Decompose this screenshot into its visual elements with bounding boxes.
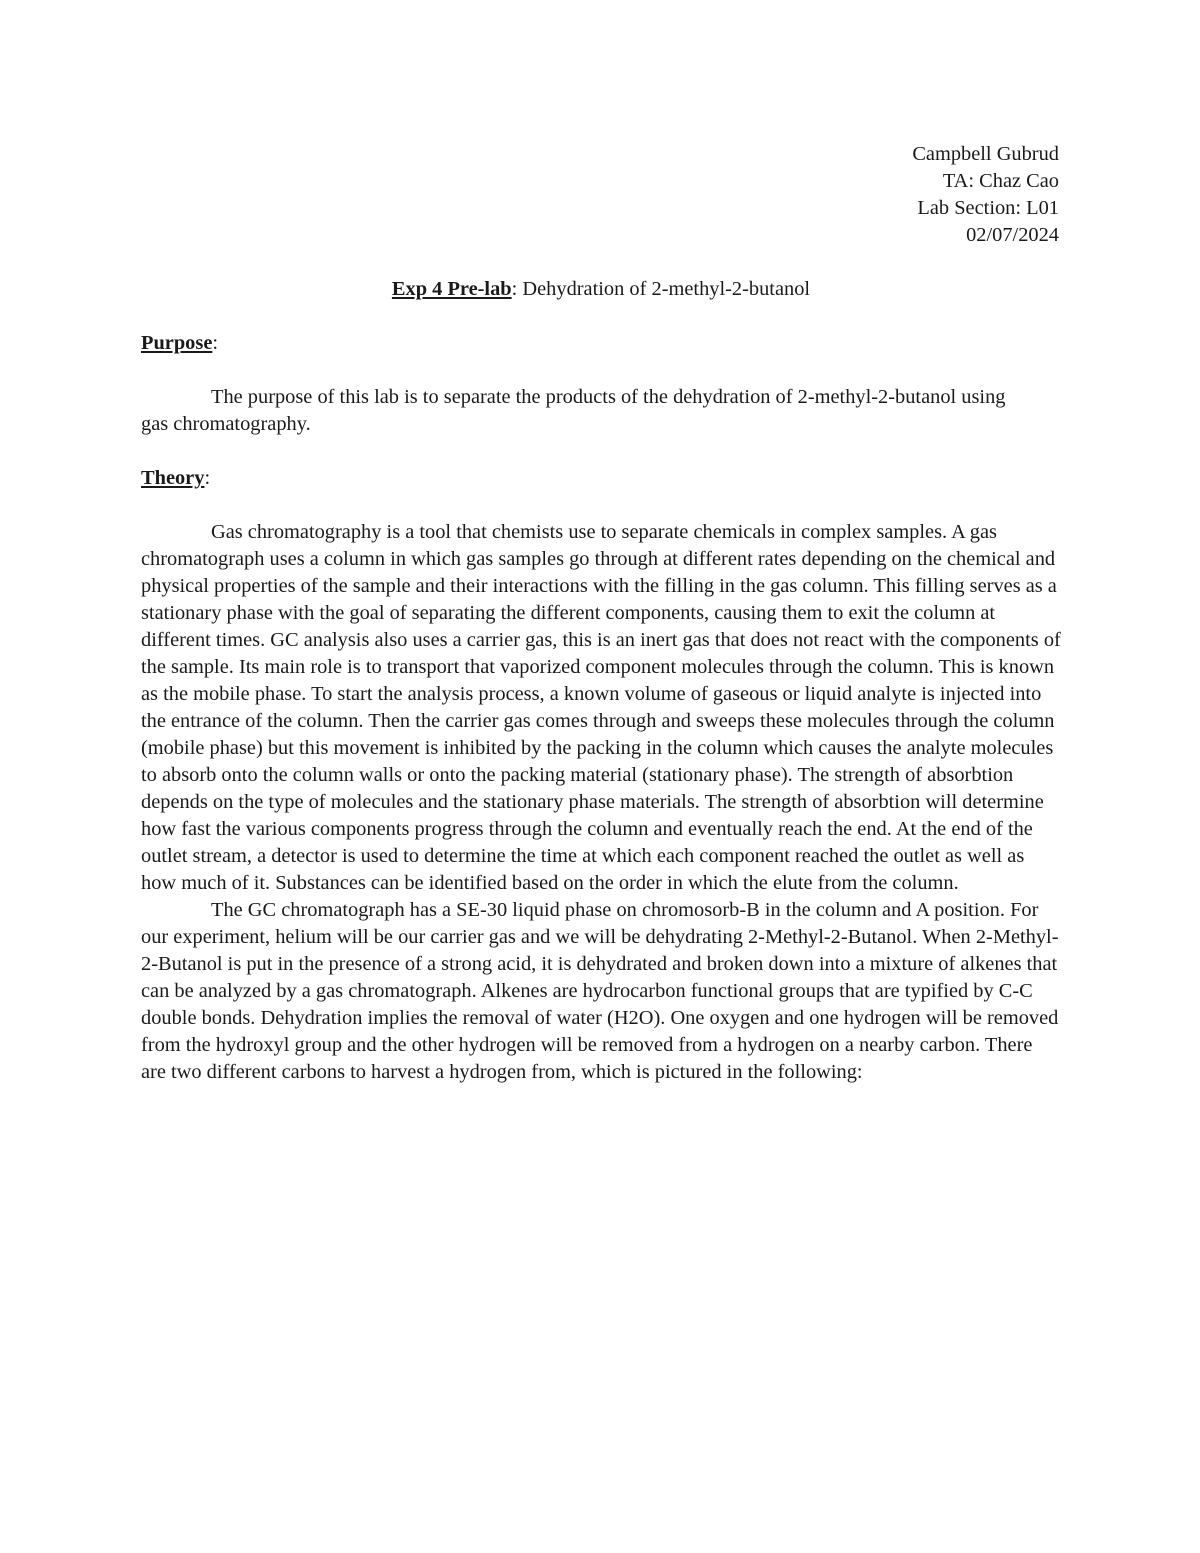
document-title <box>141 276 1061 303</box>
spacer <box>141 357 1061 384</box>
lab-section: Lab Section: L01 <box>917 197 1059 219</box>
theory-heading-colon: : <box>204 467 211 489</box>
purpose-heading-label: Purpose <box>141 332 213 354</box>
theory-heading <box>141 465 1061 492</box>
author-name: Campbell Gubrud <box>912 143 1059 165</box>
theory-paragraph-2: The GC chromatograph has a SE-30 liquid phase on chromosorb-B in the column and A position. For our experiment, helium will be our carrier gas and we will be dehydrating 2-Methyl-2-Butanol. When 2-Methyl-2-Butanol is put in the presence of a strong acid, it is dehydrated and broken down into a mixture of alkenes that can be analyzed by a gas chromatograph. Alkenes are hydrocarbon functional groups that are typified by C-C double bonds. Dehydration implies the removal of water (H2O). One oxygen and one hydrogen will be removed from the hydroxyl group and the other hydrogen will be removed from a hydrogen on a nearby carbon. There are two different carbons to harvest a hydrogen from, which is pictured in the following: <box>141 899 1059 1083</box>
ta-name: TA: Chaz Cao <box>942 170 1059 192</box>
spacer <box>141 492 1061 519</box>
purpose-heading-colon: : <box>212 332 219 354</box>
theory-paragraph-1: Gas chromatography is a tool that chemists use to separate chemicals in complex samples. A gas chromatograph uses a column in which gas samples go through at different rates depending on the chemical and physical properties of the sample and their interactions with the filling in the gas column. This filling serves as a stationary phase with the goal of separating the different components, causing them to exit the column at different times. GC analysis also uses a carrier gas, this is an inert gas that does not react with the components of the sample. Its main role is to transport that vaporized component molecules through the column. This is known as the mobile phase. To start the analysis process, a known volume of gaseous or liquid analyte is injected into the entrance of the column. Then the carrier gas comes through and sweeps these molecules through the column (mobile phase) but this movement is inhibited by the packing in the column which causes the analyte molecules to absorb onto the column walls or onto the packing material (stationary phase). The strength of absorbtion depends on the type of molecules and the stationary phase materials. The strength of absorbtion will determine how fast the various components progress through the column and eventually reach the end. At the end of the outlet stream, a detector is used to determine the time at which each component reached the outlet as well as how much of it. Substances can be identified based on the order in which the elute from the column. <box>141 521 1061 894</box>
title-bold-part: Exp 4 Pre-lab <box>391 278 512 300</box>
document-date: 02/07/2024 <box>966 224 1059 246</box>
purpose-paragraph: The purpose of this lab is to separate the products of the dehydration of 2-methyl-2-butanol using gas chromatography. <box>141 386 1006 435</box>
purpose-heading <box>141 330 1061 357</box>
title-rest: : Dehydration of 2-methyl-2-butanol <box>511 278 811 300</box>
author-header <box>141 141 1059 249</box>
theory-heading-label: Theory <box>141 467 205 489</box>
document-page <box>141 141 1061 1086</box>
